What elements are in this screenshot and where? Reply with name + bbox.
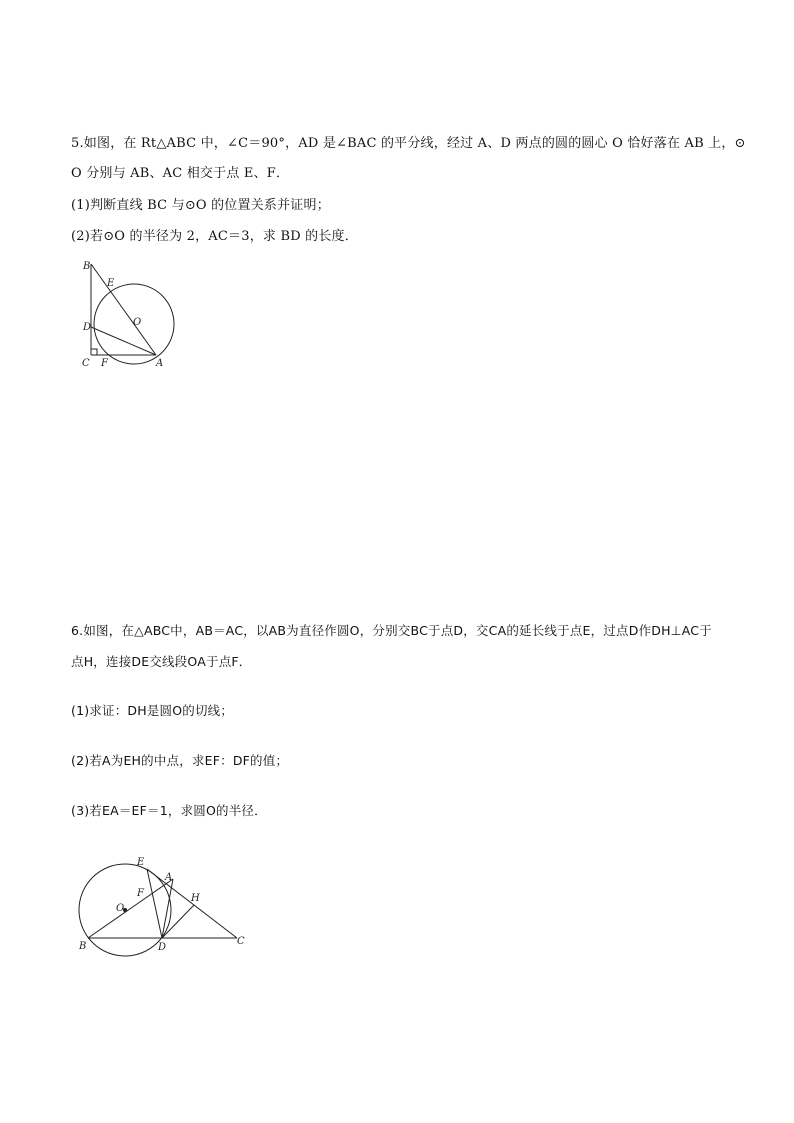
q6-label-f: F [137,888,144,899]
q6-part-1: (1)求证：DH是圆O的切线； [71,703,234,718]
q5-label-d: D [83,322,92,333]
q5-line-1: 5.如图，在 Rt△ABC 中，∠C＝90°，AD 是∠BAC 的平分线，经过 A、D 两点的圆的圆心 O 恰好落在 AB 上，⊙ [71,136,746,151]
q6-label-e: E [137,857,145,868]
q6-label-h: H [191,893,200,904]
q5-right-angle-mark [91,349,97,355]
q5-figure [70,255,190,375]
q6-part-2: (2)若A为EH的中点，求EF：DF的值； [71,753,289,768]
q6-label-c: C [237,936,245,947]
q6-part-3: (3)若EA＝EF＝1，求圆O的半径． [71,803,267,818]
q6-figure [70,850,260,960]
q5-label-b: B [83,261,91,272]
q6-label-a: A [165,872,173,883]
q5-label-f: F [101,358,108,369]
q5-label-a: A [156,358,164,369]
q6-label-d: D [158,942,167,953]
q5-part-2: (2)若⊙O 的半径为 2，AC＝3，求 BD 的长度． [71,229,358,244]
q6-label-o: O [116,903,125,914]
q5-label-o: O [133,317,142,328]
q5-line-2: O 分别与 AB、AC 相交于点 E、F． [71,166,290,181]
q6-label-b: B [79,941,87,952]
q5-part-1: (1)判断直线 BC 与⊙O 的位置关系并证明； [71,198,330,213]
q5-label-c: C [82,358,90,369]
q5-label-e: E [107,278,115,289]
q6-line-2: 点H，连接DE交线段OA于点F． [71,654,252,669]
q6-line-1: 6.如图，在△ABC中，AB＝AC，以AB为直径作圆O，分别交BC于点D，交CA的延长线于点E，过点D作DH⊥AC于 [71,623,712,638]
